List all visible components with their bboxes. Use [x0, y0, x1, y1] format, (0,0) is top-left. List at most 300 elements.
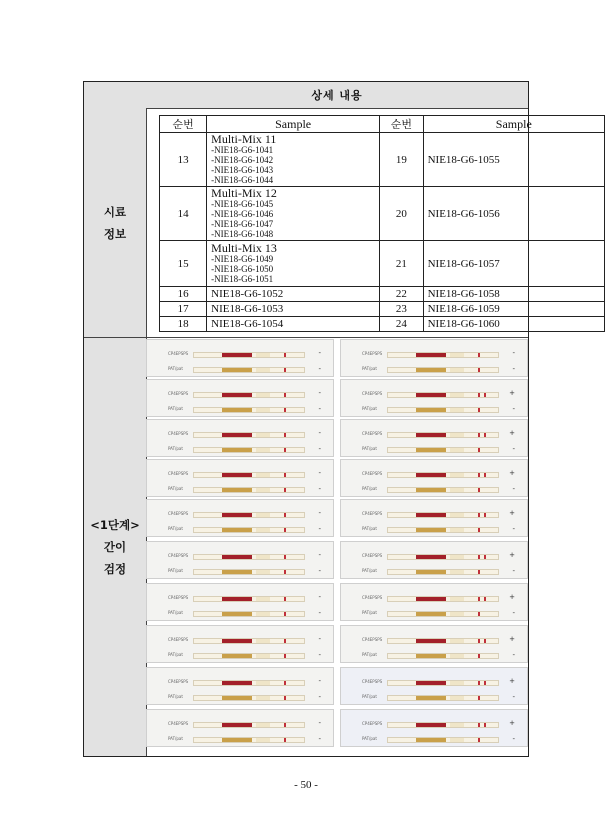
result-mark: - [318, 677, 321, 685]
strip-pad [450, 681, 464, 685]
seq-cell: 14 [160, 187, 207, 241]
strip-pad [256, 570, 270, 574]
control-line [284, 473, 286, 477]
result-mark: + [509, 429, 515, 437]
table-row [160, 241, 605, 287]
control-line [478, 433, 480, 437]
control-line [284, 555, 286, 559]
pat-strip [362, 736, 499, 743]
sample-cell: NIE18-G6-1059 [423, 302, 604, 317]
result-mark: - [512, 609, 515, 617]
pat-strip [362, 366, 499, 373]
strip-label: CP4EPSPS [168, 553, 189, 558]
seq-cell: 19 [380, 133, 424, 187]
result-mark: - [318, 405, 321, 413]
result-mark: - [318, 693, 321, 701]
strip-label: PAT/pat [362, 694, 377, 699]
control-line [284, 570, 286, 574]
pat-strip [362, 446, 499, 453]
result-mark: - [512, 651, 515, 659]
strip-label: CP4EPSPS [168, 431, 189, 436]
strip-label: PAT/pat [168, 568, 183, 573]
strip-pad [450, 513, 464, 517]
table-header-row [160, 116, 605, 133]
strip-pad [450, 488, 464, 492]
test-line [484, 723, 486, 727]
sample-cell [207, 133, 380, 187]
strip-pad [450, 597, 464, 601]
test-line [484, 597, 486, 601]
cp4epsps-strip [362, 553, 499, 560]
control-line [478, 488, 480, 492]
cp4epsps-strip [168, 431, 305, 438]
multi-mix-item: -NIE18-G6-1044 [211, 175, 274, 185]
strip-pad [256, 696, 270, 700]
multi-mix-item: -NIE18-G6-1048 [211, 229, 274, 239]
sample-cell: NIE18-G6-1053 [207, 302, 380, 317]
strip-pad [256, 612, 270, 616]
result-mark: - [318, 609, 321, 617]
test-line [484, 433, 486, 437]
result-mark: + [509, 677, 515, 685]
control-line [478, 738, 480, 742]
cp4epsps-strip [168, 511, 305, 518]
control-line [478, 393, 480, 397]
control-line [478, 681, 480, 685]
result-mark: + [509, 509, 515, 517]
strip-label: CP4EPSPS [362, 679, 383, 684]
pat-strip [362, 406, 499, 413]
strip-pad [416, 723, 446, 727]
table-row [160, 287, 605, 302]
cp4epsps-strip [362, 637, 499, 644]
sample-cell: NIE18-G6-1058 [423, 287, 604, 302]
strip-label: CP4EPSPS [168, 391, 189, 396]
strip-pad [416, 433, 446, 437]
test-strip-photo [146, 339, 334, 377]
strip-pad [416, 555, 446, 559]
test-strip-photo [340, 419, 528, 457]
strip-pad [416, 393, 446, 397]
result-mark: + [509, 635, 515, 643]
strip-pad [256, 368, 270, 372]
sample-cell: NIE18-G6-1057 [423, 241, 604, 287]
control-line [284, 488, 286, 492]
strip-pad [416, 513, 446, 517]
result-mark: - [318, 525, 321, 533]
test-strip-photo [146, 667, 334, 705]
control-line [284, 528, 286, 532]
cp4epsps-strip [362, 471, 499, 478]
strip-label: CP4EPSPS [168, 679, 189, 684]
strip-label: PAT/pat [362, 486, 377, 491]
result-mark: - [318, 735, 321, 743]
multi-mix-item: -NIE18-G6-1045 [211, 199, 274, 209]
page-number: - 50 - [294, 779, 318, 791]
strip-pad [450, 433, 464, 437]
sample-cell: NIE18-G6-1055 [423, 133, 604, 187]
test-strip-photo [340, 499, 528, 537]
strip-pad [222, 368, 252, 372]
test-strip-photo [146, 541, 334, 579]
control-line [478, 723, 480, 727]
pat-strip [362, 526, 499, 533]
control-line [284, 696, 286, 700]
cp4epsps-strip [168, 471, 305, 478]
strip-pad [222, 738, 252, 742]
strip-pad [450, 353, 464, 357]
control-line [284, 353, 286, 357]
strip-label: PAT/pat [168, 366, 183, 371]
strip-pad [416, 612, 446, 616]
strip-label: PAT/pat [362, 610, 377, 615]
strip-label: PAT/pat [362, 568, 377, 573]
strip-pad [222, 353, 252, 357]
sample-table [159, 115, 605, 332]
strip-label: CP4EPSPS [362, 637, 383, 642]
strip-label: PAT/pat [168, 736, 183, 741]
strip-pad [450, 738, 464, 742]
strip-pad [222, 681, 252, 685]
pat-strip [362, 568, 499, 575]
result-mark: - [318, 445, 321, 453]
result-mark: - [318, 719, 321, 727]
strip-pad [416, 528, 446, 532]
control-line [284, 448, 286, 452]
strip-pad [450, 639, 464, 643]
seq-cell: 18 [160, 317, 207, 332]
strip-pad [450, 528, 464, 532]
control-line [478, 408, 480, 412]
strip-pad [256, 723, 270, 727]
section-label-line: 검정 [103, 562, 127, 576]
strip-pad [256, 448, 270, 452]
strip-label: CP4EPSPS [168, 595, 189, 600]
result-mark: - [318, 509, 321, 517]
strip-pad [416, 488, 446, 492]
sample-cell [207, 241, 380, 287]
seq-cell: 22 [380, 287, 424, 302]
cp4epsps-strip [168, 553, 305, 560]
control-line [284, 738, 286, 742]
section-label-line: 간이 [103, 540, 127, 554]
test-strip-photo [146, 625, 334, 663]
strip-pad [222, 448, 252, 452]
seq-cell: 17 [160, 302, 207, 317]
strip-pad [256, 433, 270, 437]
result-mark: - [512, 735, 515, 743]
strip-pad [256, 654, 270, 658]
strip-pad [450, 368, 464, 372]
cp4epsps-strip [168, 595, 305, 602]
result-mark: - [318, 651, 321, 659]
column-header-sample: Sample [207, 116, 380, 133]
strip-label: CP4EPSPS [362, 471, 383, 476]
seq-cell: 16 [160, 287, 207, 302]
strip-pad [222, 513, 252, 517]
strip-pad [416, 738, 446, 742]
strip-label: CP4EPSPS [168, 637, 189, 642]
strip-pad [256, 513, 270, 517]
result-mark: - [318, 593, 321, 601]
multi-mix-item: -NIE18-G6-1049 [211, 254, 274, 264]
seq-cell: 24 [380, 317, 424, 332]
test-strip-photo-grid [146, 339, 528, 755]
strip-pad [416, 639, 446, 643]
column-header-seq: 순번 [380, 116, 424, 133]
strip-pad [416, 353, 446, 357]
strip-pad [450, 448, 464, 452]
test-strip-photo [340, 541, 528, 579]
cp4epsps-strip [168, 679, 305, 686]
control-line [478, 528, 480, 532]
pat-strip [168, 486, 305, 493]
result-mark: - [318, 485, 321, 493]
cp4epsps-strip [168, 637, 305, 644]
strip-label: CP4EPSPS [168, 511, 189, 516]
control-line [284, 639, 286, 643]
control-line [478, 639, 480, 643]
strip-pad [256, 408, 270, 412]
strip-label: CP4EPSPS [362, 351, 383, 356]
test-strip-photo [340, 709, 528, 747]
pat-strip [168, 406, 305, 413]
pat-strip [168, 568, 305, 575]
strip-label: PAT/pat [362, 446, 377, 451]
multi-mix-item: -NIE18-G6-1042 [211, 155, 274, 165]
strip-pad [222, 723, 252, 727]
strip-pad [256, 681, 270, 685]
pat-strip [168, 652, 305, 659]
strip-pad [256, 473, 270, 477]
result-mark: + [509, 389, 515, 397]
sample-cell [207, 187, 380, 241]
test-line [484, 513, 486, 517]
strip-pad [416, 696, 446, 700]
table-row [160, 133, 605, 187]
section-divider [146, 337, 528, 338]
strip-label: CP4EPSPS [362, 721, 383, 726]
pat-strip [362, 652, 499, 659]
strip-label: CP4EPSPS [362, 391, 383, 396]
strip-label: CP4EPSPS [362, 431, 383, 436]
strip-pad [416, 473, 446, 477]
result-mark: - [512, 567, 515, 575]
result-mark: - [318, 635, 321, 643]
control-line [478, 473, 480, 477]
pat-strip [362, 610, 499, 617]
strip-pad [450, 393, 464, 397]
seq-cell: 23 [380, 302, 424, 317]
test-line [484, 473, 486, 477]
strip-pad [450, 612, 464, 616]
strip-pad [416, 597, 446, 601]
strip-pad [222, 555, 252, 559]
test-strip-photo [146, 709, 334, 747]
control-line [478, 448, 480, 452]
seq-cell: 21 [380, 241, 424, 287]
result-mark: - [512, 445, 515, 453]
strip-label: PAT/pat [168, 694, 183, 699]
strip-label: PAT/pat [168, 610, 183, 615]
control-line [284, 368, 286, 372]
test-line [484, 555, 486, 559]
strip-pad [416, 654, 446, 658]
section-label-line: 시료 [103, 204, 127, 219]
strip-label: CP4EPSPS [168, 351, 189, 356]
strip-pad [450, 408, 464, 412]
strip-pad [416, 408, 446, 412]
cp4epsps-strip [168, 351, 305, 358]
control-line [478, 368, 480, 372]
strip-pad [416, 570, 446, 574]
multi-mix-item: -NIE18-G6-1043 [211, 165, 274, 175]
cp4epsps-strip [362, 679, 499, 686]
cp4epsps-strip [362, 351, 499, 358]
section-label-line: 정보 [103, 226, 127, 241]
cp4epsps-strip [362, 391, 499, 398]
sample-cell: NIE18-G6-1060 [423, 317, 604, 332]
test-line [484, 639, 486, 643]
pat-strip [168, 694, 305, 701]
strip-pad [222, 654, 252, 658]
control-line [478, 696, 480, 700]
strip-pad [450, 723, 464, 727]
seq-cell: 20 [380, 187, 424, 241]
strip-pad [256, 393, 270, 397]
pat-strip [168, 610, 305, 617]
strip-pad [222, 473, 252, 477]
result-mark: - [512, 693, 515, 701]
seq-cell: 15 [160, 241, 207, 287]
sample-cell: NIE18-G6-1052 [207, 287, 380, 302]
pat-strip [168, 736, 305, 743]
column-header-sample: Sample [423, 116, 604, 133]
column-header-seq: 순번 [160, 116, 207, 133]
strip-label: CP4EPSPS [168, 471, 189, 476]
control-line [284, 654, 286, 658]
result-mark: - [512, 405, 515, 413]
multi-mix-title: Multi-Mix 13 [211, 241, 277, 255]
control-line [284, 597, 286, 601]
strip-label: CP4EPSPS [362, 511, 383, 516]
test-strip-photo [340, 379, 528, 417]
cp4epsps-strip [362, 511, 499, 518]
test-strip-photo [340, 667, 528, 705]
strip-label: PAT/pat [168, 526, 183, 531]
multi-mix-item: -NIE18-G6-1046 [211, 209, 274, 219]
table-row [160, 317, 605, 332]
result-mark: - [512, 349, 515, 357]
strip-pad [222, 639, 252, 643]
cp4epsps-strip [362, 431, 499, 438]
test-strip-photo [340, 625, 528, 663]
control-line [284, 723, 286, 727]
strip-pad [256, 353, 270, 357]
strip-pad [222, 433, 252, 437]
multi-mix-item: -NIE18-G6-1050 [211, 264, 274, 274]
strip-pad [416, 448, 446, 452]
control-line [284, 681, 286, 685]
strip-label: CP4EPSPS [362, 595, 383, 600]
result-mark: - [318, 389, 321, 397]
control-line [284, 408, 286, 412]
strip-pad [450, 696, 464, 700]
result-mark: - [318, 469, 321, 477]
table-row [160, 302, 605, 317]
cp4epsps-strip [168, 721, 305, 728]
result-mark: + [509, 469, 515, 477]
test-strip-photo [146, 419, 334, 457]
result-mark: + [509, 719, 515, 727]
control-line [284, 433, 286, 437]
strip-pad [256, 528, 270, 532]
control-line [478, 597, 480, 601]
control-line [478, 513, 480, 517]
multi-mix-title: Multi-Mix 12 [211, 186, 277, 200]
strip-pad [450, 570, 464, 574]
pat-strip [168, 446, 305, 453]
table-row [160, 187, 605, 241]
result-mark: - [318, 429, 321, 437]
strip-pad [222, 696, 252, 700]
test-line [484, 393, 486, 397]
test-strip-photo [340, 459, 528, 497]
strip-pad [222, 612, 252, 616]
strip-label: PAT/pat [168, 652, 183, 657]
result-mark: - [318, 551, 321, 559]
control-line [284, 612, 286, 616]
pat-strip [168, 366, 305, 373]
strip-label: PAT/pat [362, 652, 377, 657]
strip-pad [450, 473, 464, 477]
strip-pad [256, 639, 270, 643]
sample-cell: NIE18-G6-1056 [423, 187, 604, 241]
pat-strip [362, 694, 499, 701]
strip-pad [256, 555, 270, 559]
control-line [284, 393, 286, 397]
strip-pad [416, 681, 446, 685]
section-label-line: <1단계> [90, 518, 140, 532]
strip-pad [222, 408, 252, 412]
result-mark: - [512, 365, 515, 373]
header-blank-cell [84, 82, 147, 109]
section-quick-test-label [84, 338, 147, 756]
header-title: 상세 내용 [146, 82, 528, 109]
multi-mix-item: -NIE18-G6-1051 [211, 274, 274, 284]
result-mark: - [512, 525, 515, 533]
result-mark: - [512, 485, 515, 493]
result-mark: - [318, 567, 321, 575]
strip-label: CP4EPSPS [168, 721, 189, 726]
control-line [284, 513, 286, 517]
test-strip-photo [146, 459, 334, 497]
strip-pad [222, 488, 252, 492]
multi-mix-item: -NIE18-G6-1041 [211, 145, 274, 155]
test-strip-photo [340, 339, 528, 377]
strip-label: PAT/pat [362, 406, 377, 411]
result-mark: - [318, 349, 321, 357]
sample-cell: NIE18-G6-1054 [207, 317, 380, 332]
cp4epsps-strip [168, 391, 305, 398]
test-strip-photo [146, 499, 334, 537]
strip-label: PAT/pat [362, 736, 377, 741]
strip-pad [222, 528, 252, 532]
control-line [478, 555, 480, 559]
test-strip-photo [146, 583, 334, 621]
control-line [478, 353, 480, 357]
strip-label: PAT/pat [362, 366, 377, 371]
